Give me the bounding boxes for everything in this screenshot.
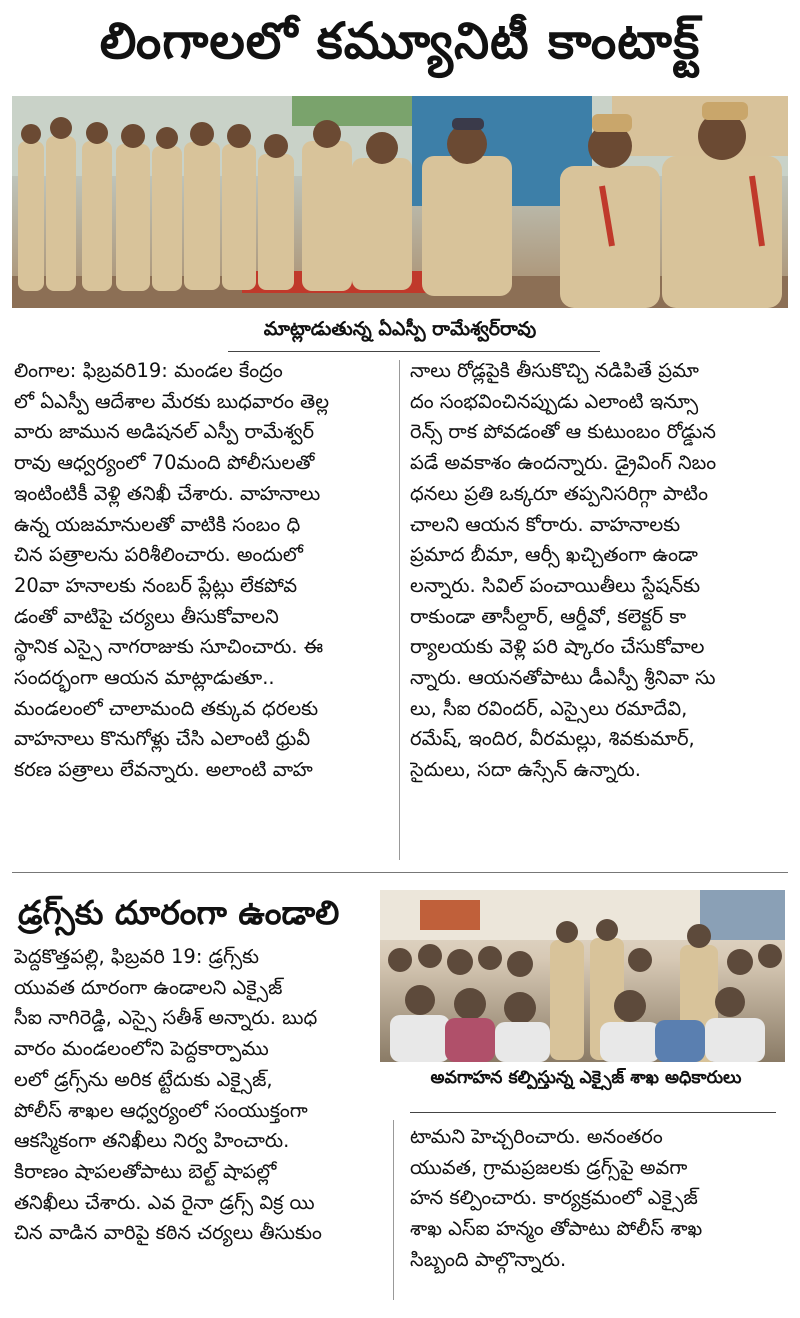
- text-line: సందర్భంగా ఆయన మాట్లాడుతూ..: [14, 666, 275, 690]
- text-line: తనిఖీలు చేశారు. ఎవ రైనా డ్రగ్స్ విక్ర యి: [14, 1190, 315, 1214]
- story1-column-2: [410, 356, 788, 786]
- text-line: వారు జామున అడిషనల్ ఎస్పీ రామేశ్వర్: [14, 420, 315, 444]
- text-line: 20వా హనాలకు నంబర్ ప్లేట్లు లేకపోవ: [14, 573, 298, 597]
- text-line: ఉన్న యజమానులతో వాటికి సంబం ధి: [14, 512, 301, 536]
- text-line: దం సంభవించినప్పుడు ఎలాంటి ఇన్సూ: [410, 389, 699, 413]
- text-line: పడే అవకాశం ఉందన్నారు. డ్రైవింగ్ నిబం: [410, 451, 717, 475]
- text-line: డంతో వాటిపై చర్యలు తీసుకోవాలని: [14, 604, 279, 628]
- text-line: సైదులు, సదా ఉస్సేన్ ఉన్నారు.: [410, 758, 642, 782]
- text-line: యువత దూరంగా ఉండాలని ఎక్సైజ్: [14, 975, 283, 999]
- text-line: హన కల్పించారు. కార్యక్రమంలో ఎక్సైజ్: [410, 1186, 698, 1210]
- text-line: సీఐ నాగిరెడ్డి, ఎస్సై సతీశ్ అన్నారు. బుధ: [14, 1006, 318, 1030]
- text-line: లు, సీఐ రవిందర్, ఎస్సైలు రమాదేవి,: [410, 696, 688, 720]
- text-line: యువత, గ్రామప్రజలకు డ్రగ్స్‌పై అవగా: [410, 1155, 688, 1179]
- text-line: సిబ్బంది పాల్గొన్నారు.: [410, 1247, 567, 1271]
- text-line: పెద్దకొత్తపల్లి, ఫిబ్రవరి 19: డ్రగ్స్‌కు: [14, 945, 260, 968]
- caption-divider: [228, 351, 600, 352]
- story-divider: [12, 872, 788, 873]
- story2-headline: డ్రగ్స్‌కు దూరంగా ఉండాలి: [18, 893, 340, 932]
- text-line: ఆకస్మికంగా తనిఖీలు నిర్వ హించారు.: [14, 1129, 290, 1153]
- text-line: న్నారు. ఆయనతోపాటు డీఎస్పీ శ్రీనివా సు: [410, 666, 716, 690]
- text-line: లన్నారు. సివిల్ పంచాయితీలు స్టేషన్‌కు: [410, 573, 701, 597]
- text-line: పోలీస్ శాఖల ఆధ్వర్యంలో సంయుక్తంగా: [14, 1098, 308, 1122]
- text-line: రెన్స్ రాక పోవడంతో ఆ కుటుంబం రోడ్డున: [410, 420, 716, 444]
- story1-photo-caption: మాట్లాడుతున్న ఏఎస్పీ రామేశ్వర్‌రావు: [263, 318, 537, 340]
- text-line: ర్యాలయకు వెళ్లి పరి ష్కారం చేసుకోవాల: [410, 635, 705, 659]
- text-line: రమేష్, ఇందిర, వీరమల్లు, శివకుమార్,: [410, 727, 695, 751]
- text-line: నాలు రోడ్లపైకి తీసుకొచ్చి నడిపితే ప్రమా: [410, 359, 699, 382]
- text-line: చాలని ఆయన కోరారు. వాహనాలకు: [410, 512, 681, 536]
- text-line: లలో డ్రగ్స్‌ను అరిక ట్టేదుకు ఎక్సైజ్,: [14, 1067, 273, 1091]
- text-line: కిరాణం షాపలతోపాటు బెల్ట్ షాపల్లో: [14, 1159, 277, 1183]
- text-line: చిన వాడిన వారిపై కఠిన చర్యలు తీసుకుం: [14, 1221, 322, 1245]
- text-line: శాఖ ఎస్ఐ హన్మం తోపాటు పోలీస్ శాఖ: [410, 1217, 703, 1241]
- text-line: లో ఏఎస్పీ ఆదేశాల మేరకు బుధవారం తెల్ల: [14, 389, 330, 413]
- text-line: మండలంలో చాలామంది తక్కువ ధరలకు: [14, 696, 319, 720]
- text-line: టామని హెచ్చరించారు. అనంతరం: [410, 1125, 663, 1148]
- column-divider: [399, 360, 400, 860]
- story1-photo: [12, 96, 788, 308]
- crowd-photo: [380, 890, 785, 1062]
- text-line: లింగాల: ఫిబ్రవరి19: మండల కేంద్రం: [14, 359, 283, 382]
- text-line: వారం మండలంలోని పెద్దకార్పాము: [14, 1037, 269, 1061]
- story1-column-1: [14, 356, 392, 786]
- police-group-photo: [12, 96, 788, 308]
- story2-photo-caption: అవగాహన కల్పిస్తున్న ఎక్సైజ్ శాఖ అధికారులు: [430, 1068, 742, 1088]
- text-line: ప్రమాద బీమా, ఆర్సీ ఖచ్చితంగా ఉండా: [410, 543, 698, 567]
- text-line: స్థానిక ఎస్సై నాగరాజుకు సూచించారు. ఈ: [14, 635, 324, 659]
- text-line: ఇంటింటికీ వెళ్లి తనిఖీ చేశారు. వాహనాలు: [14, 481, 321, 505]
- text-line: రావు ఆధ్వర్యంలో 70మంది పోలీసులతో: [14, 451, 315, 475]
- text-line: వాహనాలు కొనుగోళ్లు చేసి ఎలాంటి ధ్రువీ: [14, 727, 311, 751]
- story1-headline: లింగాలలో కమ్యూనిటీ కాంటాక్ట్: [99, 12, 701, 70]
- story2-photo: [380, 890, 785, 1062]
- text-line: చిన పత్రాలను పరిశీలించారు. అందులో: [14, 543, 303, 567]
- column-divider: [393, 1120, 394, 1300]
- caption-divider: [410, 1112, 776, 1113]
- text-line: రాకుండా తాసీల్దార్, ఆర్డీవో, కలెక్టర్ కా: [410, 604, 687, 628]
- story2-column-2: [410, 1122, 788, 1276]
- text-line: కరణ పత్రాలు లేవన్నారు. అలాంటి వాహ: [14, 758, 313, 782]
- story2-column-1: [14, 942, 372, 1249]
- text-line: ధనలు ప్రతి ఒక్కరూ తప్పనిసరిగ్గా పాటిం: [410, 481, 708, 505]
